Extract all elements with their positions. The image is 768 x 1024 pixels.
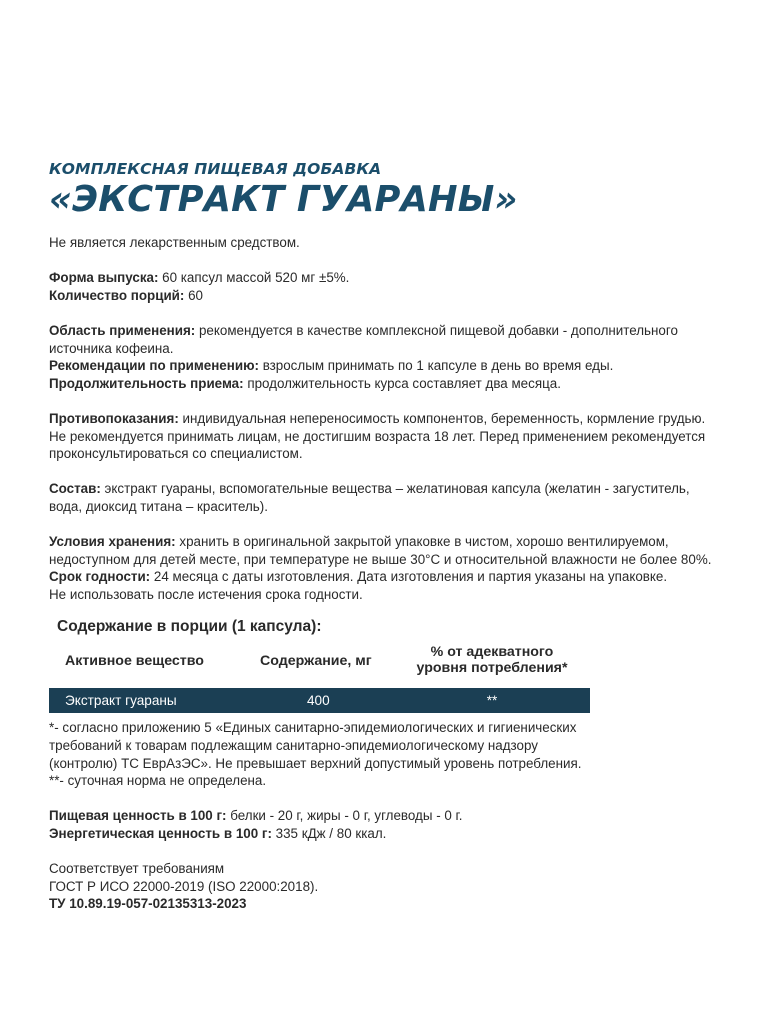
shelf-label: Срок годности: [49,569,151,585]
storage-label: Условия хранения: [49,534,176,550]
form-label: Форма выпуска: [49,270,159,286]
footnote-line-2: требований к товарам подлежащим санитарно-эпидемиологическому надзору [49,738,538,754]
product-subtitle: КОМПЛЕКСНАЯ ПИЩЕВАЯ ДОБАВКА [49,160,382,178]
scope-value: рекомендуется в качестве комплексной пищевой добавки - дополнительного [195,322,678,338]
compliance-line-2: ГОСТ Р ИСО 22000-2019 (ISO 22000:2018). [49,878,319,894]
header-substance: Активное вещество [65,653,204,670]
composition-value: экстракт гуараны, вспомогательные вещества – желатиновая капсула (желатин - загуститель, [100,481,690,497]
contra-value: индивидуальная непереносимость компонентов, беременность, кормление грудью. [178,410,706,426]
header-pct-line-2: уровня потребления* [416,660,568,677]
compliance-line-1: Соответствует требованиям [49,861,225,877]
footnote-line-1: *- согласно приложению 5 «Единых санитарно-эпидемиологических и гигиенических [49,720,577,736]
scope-line [49,322,729,340]
compliance-tu [49,895,729,913]
storage-line-2: недоступном для детей месте, при температуре не выше 30°С и относительной влажности не более 80%. [49,551,712,567]
servings-value: 60 [184,287,203,303]
header-amount: Содержание, мг [260,653,372,670]
label-document [49,160,729,913]
form-value: 60 капсул массой 520 мг ±5%. [158,270,350,286]
nutrition-table [49,640,590,713]
energy-value-value: 335 кДж / 80 ккал. [271,826,387,842]
scope-line-2: источника кофеина. [49,340,174,356]
disclaimer: Не является лекарственным средством. [49,235,300,250]
table-header [49,640,590,682]
nutritional-value-line [49,807,729,825]
footnote-line-4: **- суточная норма не определена. [49,773,267,789]
servings-label: Количество порций: [49,287,185,303]
usage-value: взрослым принимать по 1 капсуле в день во время еды. [258,358,614,374]
nutritional-value-label: Пищевая ценность в 100 г: [49,808,227,824]
storage-line [49,533,729,551]
tu-number: ТУ 10.89.19-057-02135313-2023 [49,896,247,912]
usage-label: Рекомендации по применению: [49,358,259,374]
energy-value-label: Энергетическая ценность в 100 г: [49,826,272,842]
contra-line [49,410,729,428]
composition-label: Состав: [49,481,101,497]
shelf-line-2: Не использовать после истечения срока годности. [49,586,363,602]
duration-value: продолжительность курса составляет два месяца. [243,375,561,391]
scope-label: Область применения: [49,322,196,338]
row-pct: ** [486,693,498,709]
table-title: Содержание в порции (1 капсула): [57,618,322,636]
footnotes [49,719,729,789]
composition-line-2: вода, диоксид титана – краситель). [49,498,268,514]
contra-line-2: Не рекомендуется принимать лицам, не достигшим возраста 18 лет. Перед применением рекомендуется [49,428,706,444]
duration-label: Продолжительность приема: [49,375,244,391]
row-amount: 400 [307,693,330,709]
duration-line [49,375,729,393]
energy-value-line [49,825,729,843]
storage-value: хранить в оригинальной закрытой упаковке в чистом, хорошо вентилируемом, [175,534,669,550]
header-pct-line-1: % от адекватного [430,644,554,661]
shelf-line [49,568,729,586]
row-substance: Экстракт гуараны [65,693,177,709]
usage-line [49,357,729,375]
header-pct [409,644,575,676]
servings-line [49,287,729,305]
contra-line-3: проконсультироваться со специалистом. [49,446,303,462]
composition-line [49,480,729,498]
nutritional-value-value: белки - 20 г, жиры - 0 г, углеводы - 0 г. [226,808,463,824]
table-row [49,688,590,713]
footnote-line-3: (контролю) ТС ЕврАзЭС». Не превышает верхний допустимый уровень потребления. [49,755,582,771]
form-line [49,269,729,287]
product-title: «ЭКСТРАКТ ГУАРАНЫ» [49,179,518,220]
contra-label: Противопоказания: [49,410,179,426]
shelf-value: 24 месяца с даты изготовления. Дата изготовления и партия указаны на упаковке. [150,569,668,585]
